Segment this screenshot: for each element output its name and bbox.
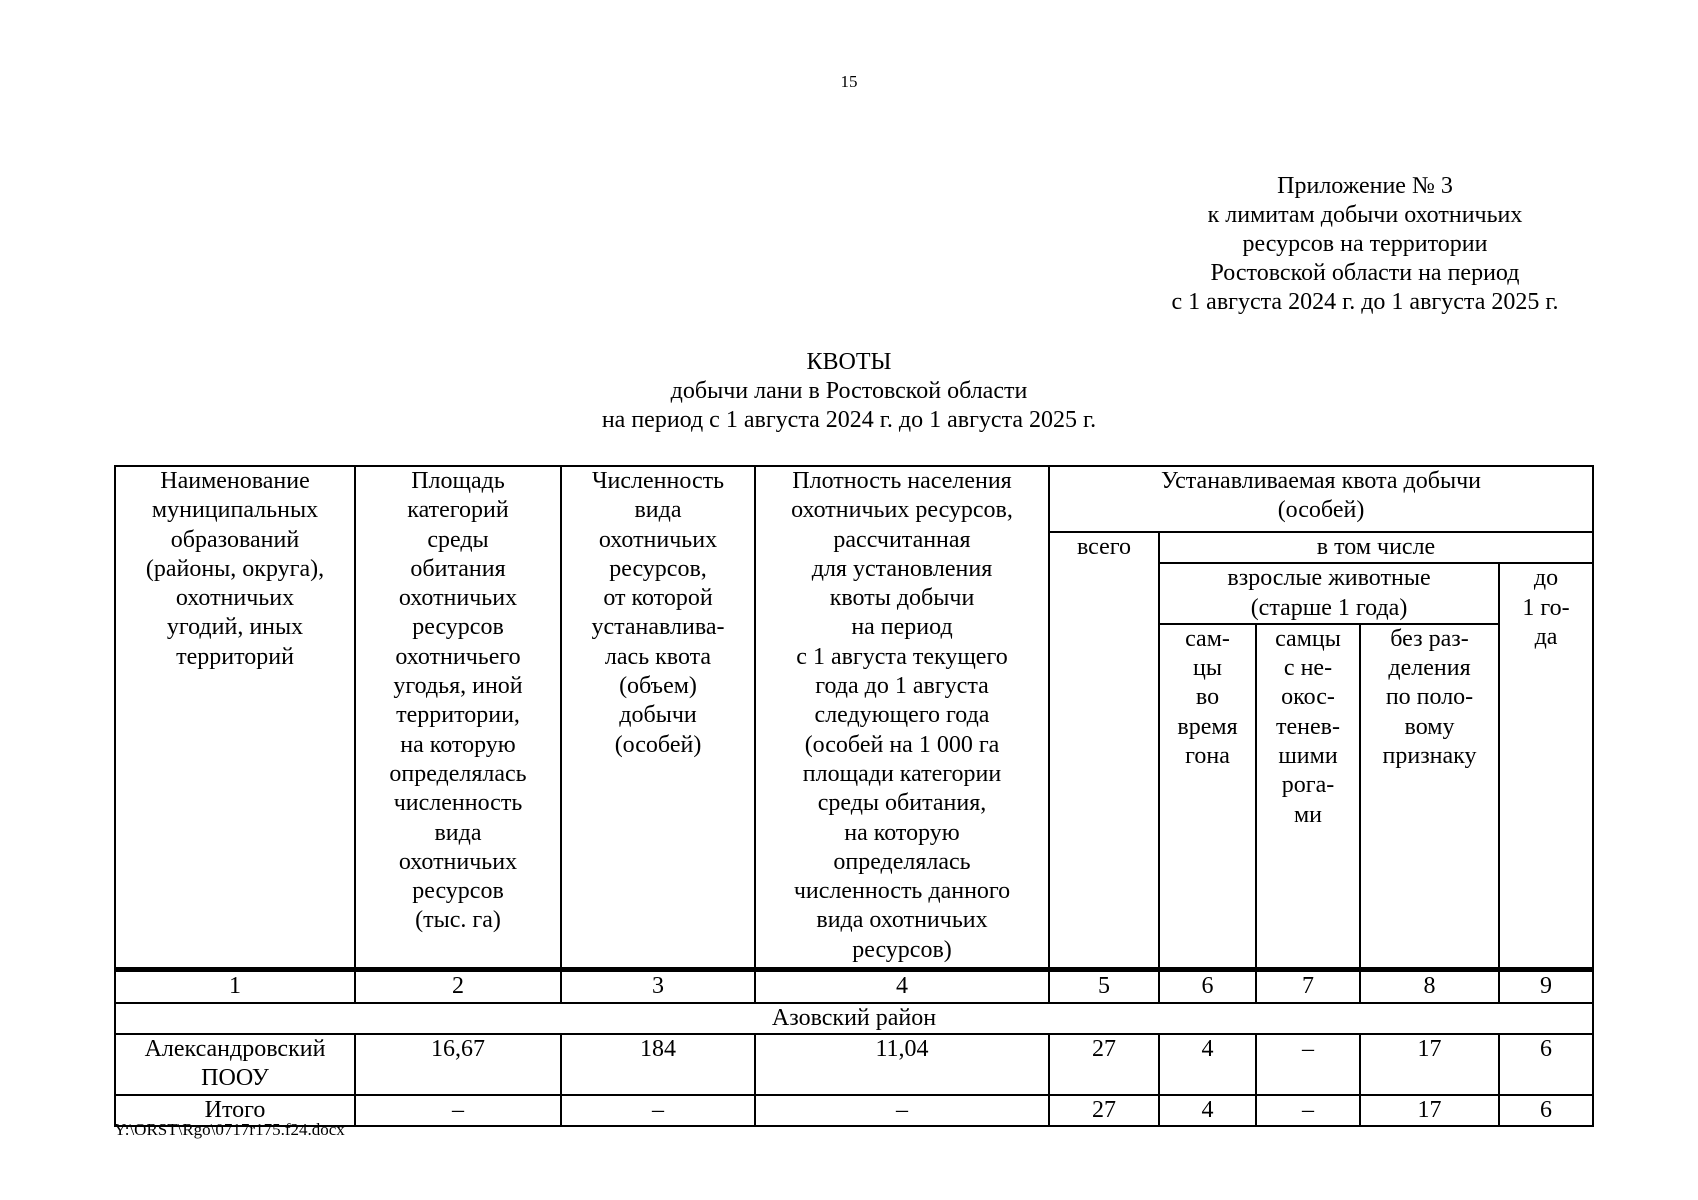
row-count: 184 bbox=[561, 1034, 755, 1095]
header-area: Площадь категорий среды обитания охотничьих ресурсов охотничьего угодья, иной территории, на которую определялась численность вида охотничьих ресурсов (тыс. га) bbox=[355, 466, 561, 970]
row-males-rut: 4 bbox=[1159, 1034, 1256, 1095]
row-name: Итого bbox=[115, 1095, 355, 1126]
row-males-rut: 4 bbox=[1159, 1095, 1256, 1126]
appendix-line: Приложение № 3 bbox=[1277, 173, 1453, 199]
header-municipality: Наименование муниципальных образований (районы, округа), охотничьих угодий, иных территорий bbox=[115, 466, 355, 970]
row-area: – bbox=[355, 1095, 561, 1126]
row-no-sex-split: 17 bbox=[1360, 1095, 1499, 1126]
header-total: всего bbox=[1049, 532, 1159, 970]
column-number: 9 bbox=[1499, 970, 1593, 1003]
page-number: 15 bbox=[840, 72, 858, 91]
appendix-heading bbox=[1080, 172, 1650, 317]
column-number: 1 bbox=[115, 970, 355, 1003]
title-main: КВОТЫ bbox=[806, 349, 892, 375]
table-row bbox=[115, 1034, 1593, 1095]
column-number-row bbox=[115, 970, 1593, 1003]
row-density: – bbox=[755, 1095, 1049, 1126]
column-number: 3 bbox=[561, 970, 755, 1003]
row-males-unossified: – bbox=[1256, 1034, 1360, 1095]
header-population: Численность вида охотничьих ресурсов, от которой устанавлива- лась квота (объем) добычи (особей) bbox=[561, 466, 755, 970]
appendix-line: с 1 августа 2024 г. до 1 августа 2025 г. bbox=[1171, 289, 1559, 315]
appendix-line: Ростовской области на период bbox=[1210, 260, 1520, 286]
column-number: 2 bbox=[355, 970, 561, 1003]
appendix-line: ресурсов на территории bbox=[1242, 231, 1488, 257]
quota-table bbox=[114, 465, 1594, 1127]
document-title bbox=[0, 348, 1698, 435]
header-under-one-year: до 1 го- да bbox=[1499, 563, 1593, 970]
row-males-unossified: – bbox=[1256, 1095, 1360, 1126]
row-name: Александровский ПООУ bbox=[115, 1034, 355, 1095]
header-males-unossified: самцы с не- окос- тенев- шими рога- ми bbox=[1256, 624, 1360, 970]
header-quota-group: Устанавливаемая квота добычи (особей) bbox=[1049, 466, 1593, 532]
appendix-line: к лимитам добычи охотничьих bbox=[1207, 202, 1523, 228]
row-area: 16,67 bbox=[355, 1034, 561, 1095]
header-no-sex-split: без раз- деления по поло- вому признаку bbox=[1360, 624, 1499, 970]
row-count: – bbox=[561, 1095, 755, 1126]
row-total: 27 bbox=[1049, 1095, 1159, 1126]
header-males-rut: сам- цы во время гона bbox=[1159, 624, 1256, 970]
header-including: в том числе bbox=[1159, 532, 1593, 563]
row-under-one-year: 6 bbox=[1499, 1034, 1593, 1095]
row-total: 27 bbox=[1049, 1034, 1159, 1095]
header-density: Плотность населения охотничьих ресурсов, рассчитанная для установления квоты добычи на период с 1 августа текущего года до 1 августа следующего года (особей на 1 000 га площади категории среды обитания, на которую определялась численность данного вида охотничьих ресурсов) bbox=[755, 466, 1049, 970]
column-number: 5 bbox=[1049, 970, 1159, 1003]
column-number: 6 bbox=[1159, 970, 1256, 1003]
column-number: 8 bbox=[1360, 970, 1499, 1003]
row-no-sex-split: 17 bbox=[1360, 1034, 1499, 1095]
section-title: Азовский район bbox=[115, 1003, 1593, 1034]
row-under-one-year: 6 bbox=[1499, 1095, 1593, 1126]
file-path-footer: Y:\ORST\Rgo\0717r175.f24.docx bbox=[114, 1120, 345, 1139]
section-row bbox=[115, 1003, 1593, 1034]
header-adults: взрослые животные (старше 1 года) bbox=[1159, 563, 1499, 624]
row-density: 11,04 bbox=[755, 1034, 1049, 1095]
column-number: 7 bbox=[1256, 970, 1360, 1003]
column-number: 4 bbox=[755, 970, 1049, 1003]
title-line: добычи лани в Ростовской области bbox=[670, 378, 1028, 404]
title-line: на период с 1 августа 2024 г. до 1 августа 2025 г. bbox=[601, 407, 1097, 433]
